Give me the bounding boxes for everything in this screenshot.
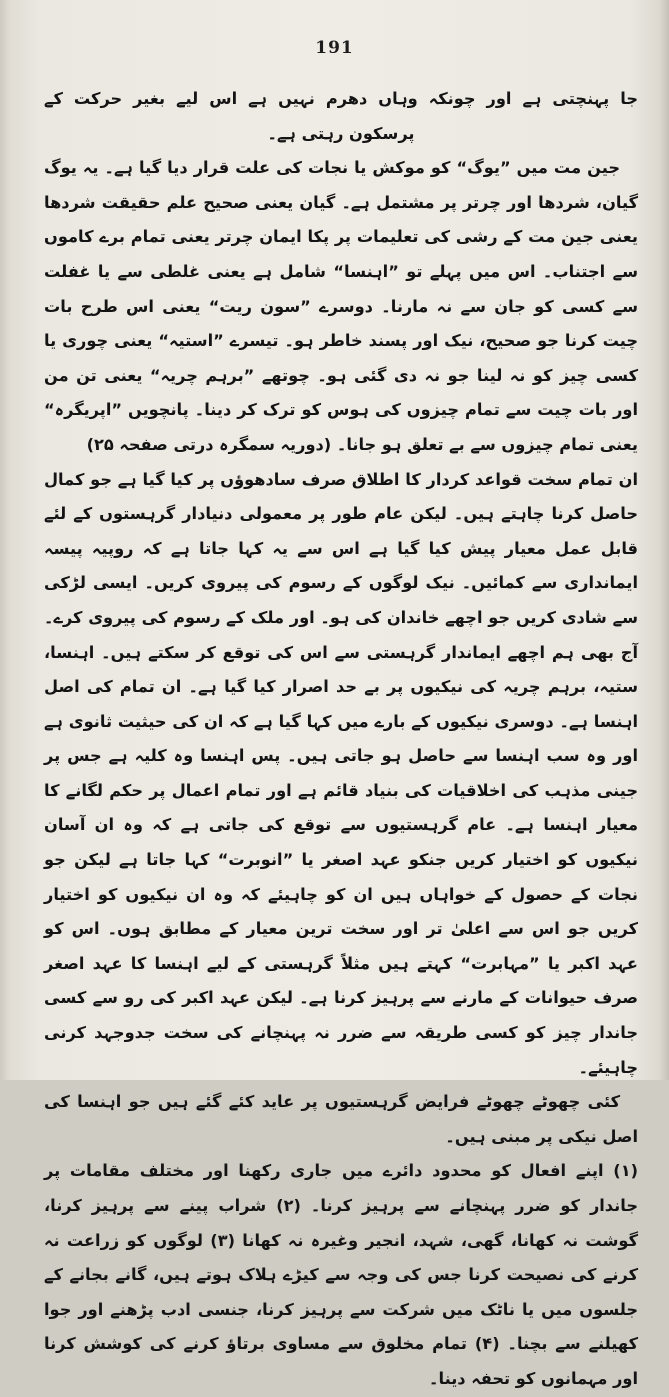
page-edge-shadow-left [0,0,10,1080]
paragraph-1: جا پہنچتی ہے اور چونکہ وہاں دھرم نہیں ہے اس لیے بغیر حرکت کے پرسکون رہتی ہے۔ [44,89,638,143]
paragraph-3: ان تمام سخت قواعد کردار کا اطلاق صرف سادھوؤں پر کیا گیا ہے جو کمال حاصل کرنا چاہتے ہیں۔ لیکن عام طور پر معمولی دنیادار گرہستوں کے لئے قابل عمل معیار پیش کیا گیا ہے اس سے یہ کہا جاتا ہے کہ روپیہ پیسہ ایمانداری سے کمائیں۔ نیک لوگوں کے رسوم کی پیروی کریں۔ ایسی لڑکی سے شادی کریں جو اچھے خاندان کی ہو۔ اور ملک کے رسوم کی پیروی کرے۔ آج بھی ہم اچھے ایماندار گرہستی سے اس کی توقع کر سکتے ہیں۔ اہنسا، ستیہ، برہم چریہ کی نیکیوں پر بے حد اصرار کیا گیا ہے۔ ان تمام کی اصل اہنسا ہے۔ دوسری نیکیوں کے بارے میں کہا گیا ہے کہ ان کی حیثیت ثانوی ہے اور وہ سب اہنسا سے حاصل ہو جاتی ہیں۔ پس اہنسا وہ کلیہ ہے جس پر جینی مذہب کی اخلاقیات کی بنیاد قائم ہے اور تمام اعمال پر حکم لگانے کا معیار اہنسا ہے۔ عام گرہستیوں سے توقع کی جاتی ہے کہ وہ ان آسان نیکیوں کو اختیار کریں جنکو عہد اصغر یا ”انوبرت“ کہا جاتا ہے لیکن جو نجات کے حصول کے خواہاں ہیں ان کو چاہیئے کہ وہ ان نیکیوں کو اختیار کریں جو اس سے اعلیٰ تر اور سخت ترین معیار کے مطابق ہوں۔ اس کو عہد اکبر یا ”مہابرت“ کہتے ہیں مثلاً گرہستی کے لیے اہنسا کا عہد اصغر صرف حیوانات کے مارنے سے پرہیز کرنا ہے۔ لیکن عہد اکبر کی رو سے کسی جاندار چیز کو کسی طریقہ سے ضرر نہ پہنچانے کی سخت جدوجہد کرنی چاہیئے۔ [44,469,638,1077]
paragraph-4: کئی چھوٹے چھوٹے فرایض گرہستیوں پر عاید کئے گئے ہیں جو اہنسا کی اصل نیکی پر مبنی ہیں۔ [44,1092,638,1146]
page-body-text [44,82,638,1388]
page-edge-shadow-right [659,0,669,1080]
page-number: 191 [315,38,354,58]
paragraph-2: جین مت میں ”یوگ“ کو موکش یا نجات کی علت قرار دیا گیا ہے۔ یہ یوگ گیان، شردھا اور چرتر پر مشتمل ہے۔ گیان یعنی صحیح علم حقیقت شردھا یعنی جین مت کے رشی کی تعلیمات پر پکا ایمان چرتر یعنی تمام برے کاموں سے اجتناب۔ اس میں پہلے تو ”اہنسا“ شامل ہے یعنی غلطی سے یا غفلت سے کسی کو جان سے نہ مارنا۔ دوسرے ”سون ریت“ یعنی اس طرح بات چیت کرنا جو صحیح، نیک اور پسند خاطر ہو۔ تیسرے ”استیہ“ یعنی چوری یا کسی چیز کو نہ لینا جو نہ دی گئی ہو۔ چوتھے ”برہم چریہ“ یعنی تن من اور بات چیت سے تمام چیزوں کی ہوس کو ترک کر دینا۔ پانچویں ”اپریگرہ“ یعنی تمام چیزوں سے بے تعلق ہو جانا۔ (دوریہ سمگرہ درتی صفحہ ۲۵) [44,158,638,454]
paragraph-5: (۱) اپنے افعال کو محدود دائرے میں جاری رکھنا اور مختلف مقامات پر جاندار کو ضرر پہنچانے سے پرہیز کرنا۔ (۲) شراب پینے سے پرہیز کرنا، گوشت نہ کھانا، گھی، شہد، انجیر وغیرہ نہ کھانا (۳) لوگوں کو زراعت نہ کرنے کی نصیحت کرنا جس کی وجہ سے کیڑے ہلاک ہوتے ہیں، گانے بجانے کے جلسوں میں یا ناٹک میں شرکت سے پرہیز کرنا، جنسی ادب پڑھنے اور جوا کھیلنے سے بچنا۔ (۴) تمام مخلوق سے مساوی برتاؤ کرنے کی کوشش کرنا اور مہمانوں کو تحفہ دینا۔ [44,1161,638,1388]
